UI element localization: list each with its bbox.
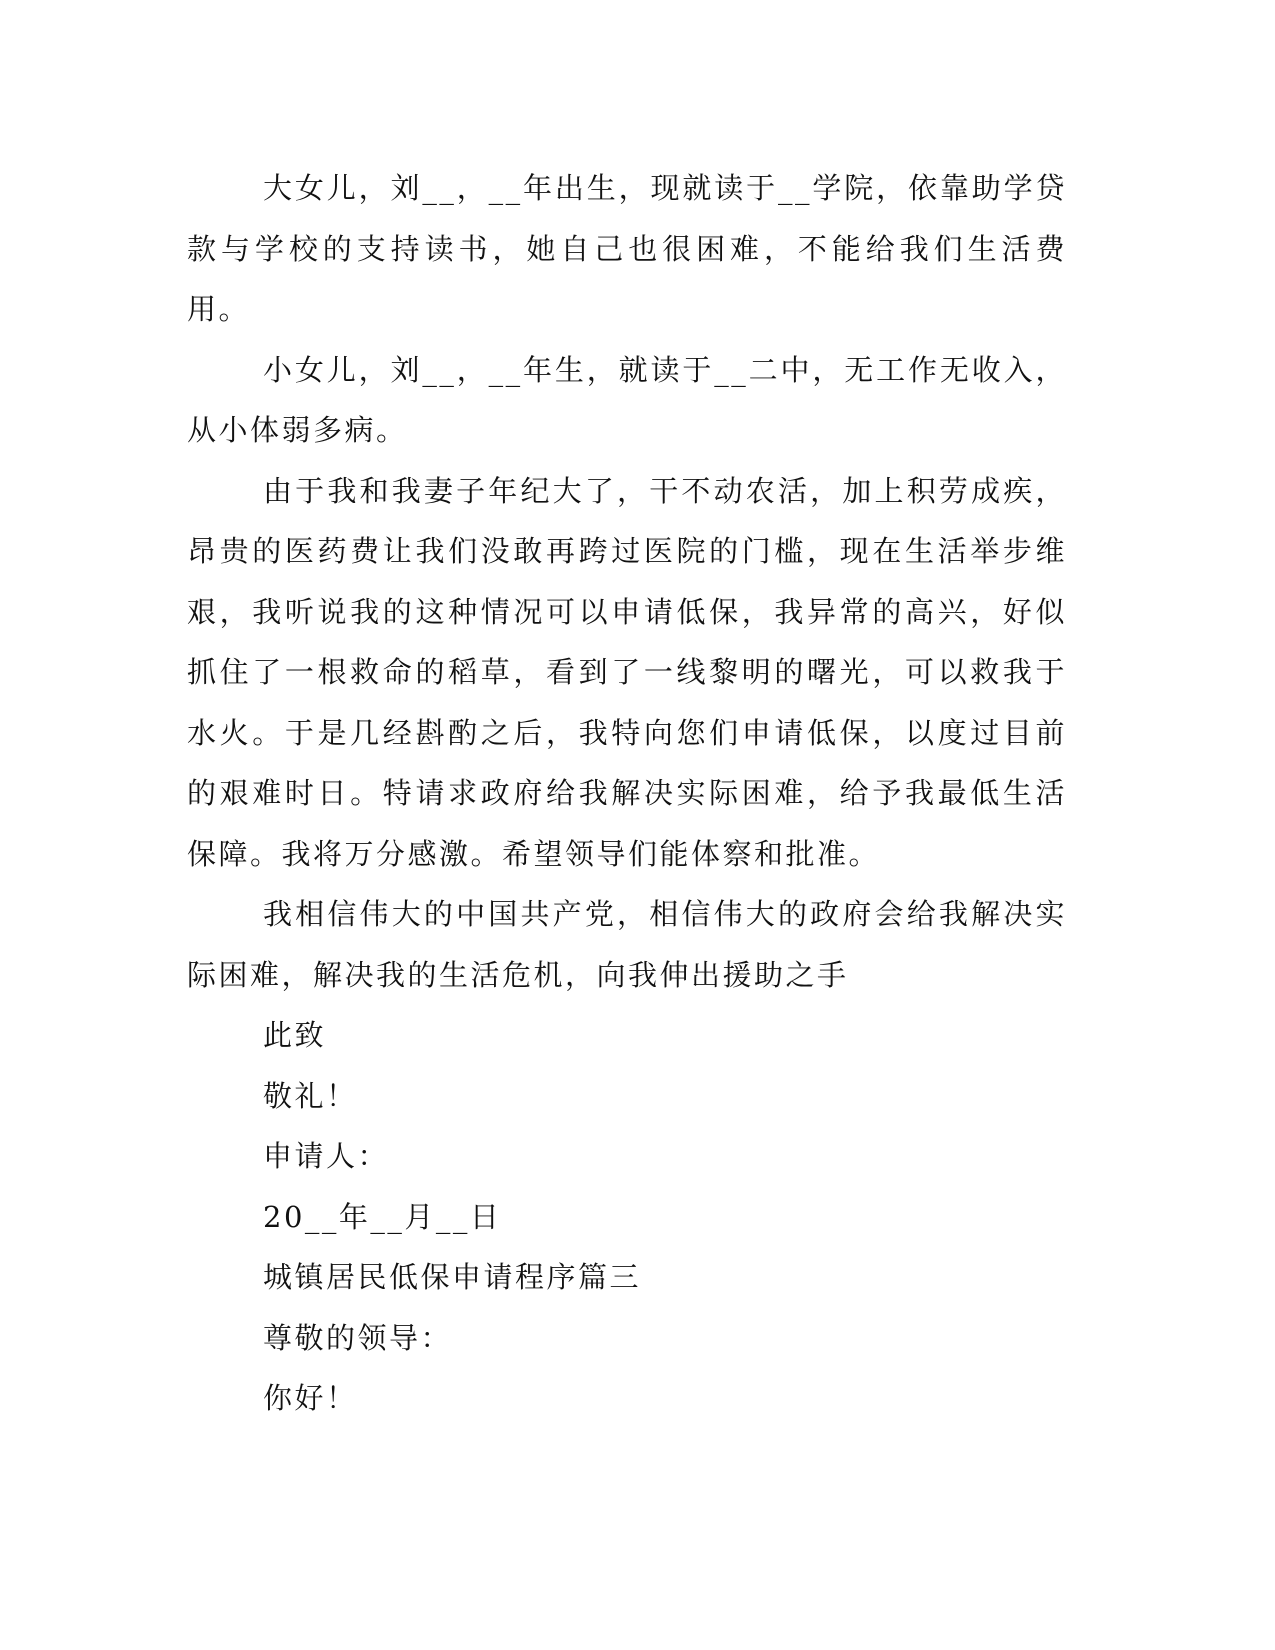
closing-salutation-1: 此致 bbox=[263, 1018, 327, 1052]
date-line: 20__年__月__日 bbox=[263, 1199, 502, 1234]
paragraph-elder-daughter: 大女儿，刘__，__年出生，现就读于__学院，依靠助学贷款与学校的支持读书，她自己也很困难，不能给我们生活费用。 bbox=[187, 171, 1067, 326]
paragraph-belief: 我相信伟大的中国共产党，相信伟大的政府会给我解决实际困难，解决我的生活危机，向我伸出援助之手 bbox=[187, 897, 1067, 992]
section-title: 城镇居民低保申请程序篇三 bbox=[263, 1260, 642, 1294]
paragraph-hardship: 由于我和我妻子年纪大了，干不动农活，加上积劳成疾，昂贵的医药费让我们没敢再跨过医院的门槛，现在生活举步维艰，我听说我的这种情况可以申请低保，我异常的高兴，好似抓住了一根救命的稻草，看到了一线黎明的曙光，可以救我于水火。于是几经斟酌之后，我特向您们申请低保，以度过目前的艰难时日。特请求政府给我解决实际困难，给予我最低生活保障。我将万分感激。希望领导们能体察和批准。 bbox=[187, 473, 1067, 871]
closing-salutation-2: 敬礼！ bbox=[263, 1078, 358, 1113]
greeting-line: 尊敬的领导： bbox=[263, 1320, 453, 1355]
document-body bbox=[187, 158, 1067, 1429]
applicant-label: 申请人： bbox=[263, 1139, 390, 1173]
paragraph-younger-daughter: 小女儿，刘__，__年生，就读于__二中，无工作无收入，从小体弱多病。 bbox=[187, 352, 1067, 447]
hello-line: 你好！ bbox=[263, 1381, 358, 1415]
